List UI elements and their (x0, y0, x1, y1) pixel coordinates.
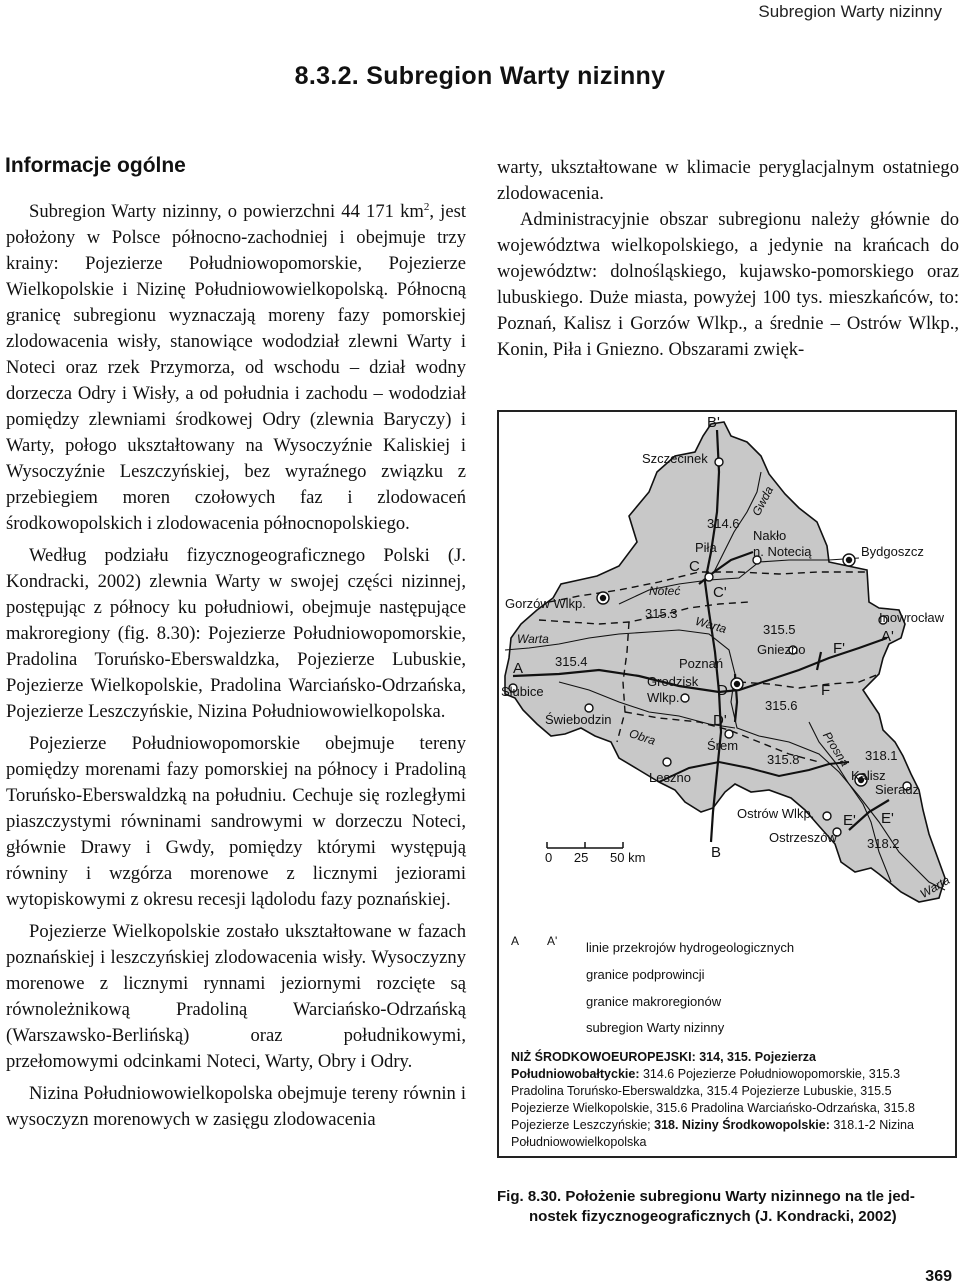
legend-row-subprovince (511, 965, 951, 989)
label-e-prime: E' (881, 810, 894, 827)
left-column (6, 199, 466, 1139)
paragraph-3: Pojezierze Południowopomorskie obejmuje tereny pomiędzy morenami fazy pomorskiej na północy i Pradoliną Toruńsko-Eberswaldzką na południu. Cechuje się rozległymi piaszczystymi równinami sandrowymi w dorzeczu Noteci, głównie Drawy i Gwdy, pomiędzy którymi występują równiny i wzgórza morenowe z licznymi jeziorami wytopiskowymi z okresu recesji lądolodu fazy poznańskiej. (6, 733, 466, 910)
label-315-4: 315.4 (555, 654, 588, 669)
label-n-notecia: n. Notecią (753, 544, 812, 559)
label-c-prime: C' (713, 584, 727, 601)
label-scale: 0 25 50 km (545, 850, 646, 865)
label-warta-se: Warta (917, 872, 953, 902)
legend-a-prime-label: A' (547, 934, 558, 948)
label-c: C (689, 558, 700, 575)
label-d-prime: D' (713, 712, 727, 729)
legend-caption: NIŻ ŚRODKOWOEUROPEJSKI: 314, 315. Pojezierza Południowobałtyckie: 314.6 Pojezierze Południowopomorskie, 315.3 Pradolina Toruńsko-Eberswaldzka, 315.4 Pojezierze Lubuskie, 315.5 Pojezierze Wielkopolskie, 315.6 Pradolina Warciańsko-Odrzańska, 315.8 Pojezierze Leszczyńskie; 318. Niziny Środkowopolskie: 318.1-2 Nizina Południowowielkopolska (511, 1050, 915, 1149)
label-314-6: 314.6 (707, 516, 740, 531)
label-srem: Śrem (707, 738, 739, 753)
paragraph-2: Według podziału fizycznogeograficznego Polski (J. Kondracki, 2002) zlewnia Warty w swojej części nizinnej, postępując z północy ku południowi, obejmuje następujące makroregiony (fig. 8.30): Pojezierze Południowopomorskie, Pradolina Toruńsko-Eberswaldzka, Pojezierze Lubuskie, Pojezierze Wielkopolskie, Pradolina Warciańsko-Odrzańska, Pojezierze Leszczyńskie, Nizina Południowowielkopolska. (6, 545, 466, 722)
right-paragraph-1: warty, ukształtowane w klimacie peryglacjalnym ostatniego zlodowacenia. (497, 157, 959, 204)
label-pila: Piła (695, 540, 717, 555)
label-318-1: 318.1 (865, 748, 898, 763)
label-bydgoszcz: Bydgoszcz (861, 544, 924, 559)
label-obra: Obra (627, 726, 658, 748)
label-315-3: 315.3 (645, 606, 678, 621)
legend-row-sections (511, 938, 951, 962)
label-gniezno: Gniezno (757, 642, 806, 657)
label-naklo: Nakło (753, 528, 787, 543)
label-d: D (717, 682, 728, 699)
label-ostrow: Ostrów Wlkp. (737, 806, 815, 821)
right-paragraph-2: Administracyjnie obszar subregionu należy głównie do województwa wielkopolskiego, a jedynie na krańcach do województw: dolnośląskiego, kujawsko-pomorskiego oraz lubuskiego. Duże miasta, powyżej 100 tys. mieszkańców, to: Poznań, Kalisz i Gorzów Wlkp., a średnie – Ostrów Wlkp., Konin, Piła i Gniezno. Obszarami zwięk- (497, 209, 959, 360)
label-318-2: 318.2 (867, 836, 900, 851)
label-gwda: Gwda (749, 483, 777, 519)
paragraph-1: Subregion Warty nizinny, o powierzchni 44 171 $km^2$, jest położony w Polsce północno-zachodniej i obejmuje trzy krainy: Pojezierze Południowopomorskie, Pojezierze Wielkopolskie i Nizinę Południowowielkopolską. Północną granicę subregionu wyznaczają moreny fazy pomorskiej zlodowacenia wisły, stanowiące wododział zlewni Warty i Noteci oraz rzek Przymorza, od wschodu – dział wodny dorzecza Odry i Wisły, a od południa i zachodu – wododział pomiędzy zlewniami środkowej Odry (zlewnia Baryczy) i Warty, połogo ukształtowany na Wysoczyźnie Kaliskiej i Wysoczyźnie Leszczyńskiej, bez wyraźnego związku z przebiegiem moren czołowych faz i zlodowaceń środkowopolskich i zlodowacenia północnopolskiego. (6, 200, 466, 534)
legend-row-subregion (511, 1018, 951, 1042)
label-warta-mid: Warta (693, 613, 729, 637)
label-szczecinek: Szczecinek (642, 451, 708, 466)
label-315-6: 315.6 (765, 698, 798, 713)
label-inowroclaw: Inowrocław (879, 610, 945, 625)
label-notec: Noteć (649, 584, 681, 598)
legend-macroregion-text: granice makroregionów (586, 994, 722, 1009)
label-f-prime: F' (833, 640, 846, 657)
label-a-prime: A' (881, 628, 894, 645)
label-315-5: 315.5 (763, 622, 796, 637)
label-a: A (513, 660, 524, 677)
label-prosna: Prosna (820, 729, 853, 769)
label-b-prime: B' (707, 414, 720, 431)
label-leszno: Leszno (649, 770, 691, 785)
legend-row-macroregion (511, 992, 951, 1016)
legend-a-label: A (511, 934, 520, 948)
section-title: 8.3.2. Subregion Warty nizinny (294, 62, 666, 90)
label-e: E' (843, 812, 856, 829)
label-gorzow: Gorzów Wlkp. (505, 596, 586, 611)
label-wlkp: Wlkp. (647, 690, 680, 705)
label-ostrzeszow: Ostrzeszów (769, 830, 837, 845)
legend-subregion-text: subregion Warty nizinny (586, 1020, 725, 1035)
running-head: Subregion Warty nizinny (758, 2, 942, 21)
legend-subprovince-text: granice podprowincji (586, 967, 705, 982)
figure-caption: Fig. 8.30. Położenie subregionu Warty nizinnego na tle jed- nostek fizycznogeograficznych (J. Kondracki, 2002) (497, 1188, 915, 1225)
superscript: 2 (423, 200, 430, 213)
label-sieradz: Sieradz (875, 782, 920, 797)
legend-sections-text: linie przekrojów hydrogeologicznych (586, 940, 795, 955)
scale-bar (547, 842, 623, 848)
paragraph-4: Pojezierze Wielkopolskie zostało ukształtowane w fazach poznańskiej i leszczyńskiej zlodowacenia wisły. Wysoczyzny morenowe z licznymi rynnami jeziornymi rozcięte są równoleżnikową Pradoliną Warciańsko-Odrzańską (Warszawsko-Berlińską) oraz południkowymi, przełomowymi odcinkami Noteci, Warty, Obry i Odry. (6, 921, 466, 1072)
label-poznan: Poznań (679, 656, 724, 671)
paragraph-5: Nizina Południowowielkopolska obejmuje tereny równin i wysoczyzn morenowych w zasięgu zlodowacenia (6, 1083, 466, 1130)
label-warta-west: Warta (517, 632, 549, 646)
label-swiebodzin: Świebodzin (545, 712, 612, 727)
label-315-8: 315.8 (767, 752, 800, 767)
figure-map-box (497, 410, 957, 1158)
label-slubice: Słubice (501, 684, 544, 699)
page-number: 369 (925, 1268, 952, 1285)
subhead-general-info: Informacje ogólne (5, 154, 186, 177)
label-b: B (711, 844, 722, 861)
label-grodzisk: Grodzisk (647, 674, 699, 689)
label-f: F (821, 682, 831, 699)
right-column (497, 155, 959, 363)
label-kalisz: Kalisz (851, 768, 886, 783)
